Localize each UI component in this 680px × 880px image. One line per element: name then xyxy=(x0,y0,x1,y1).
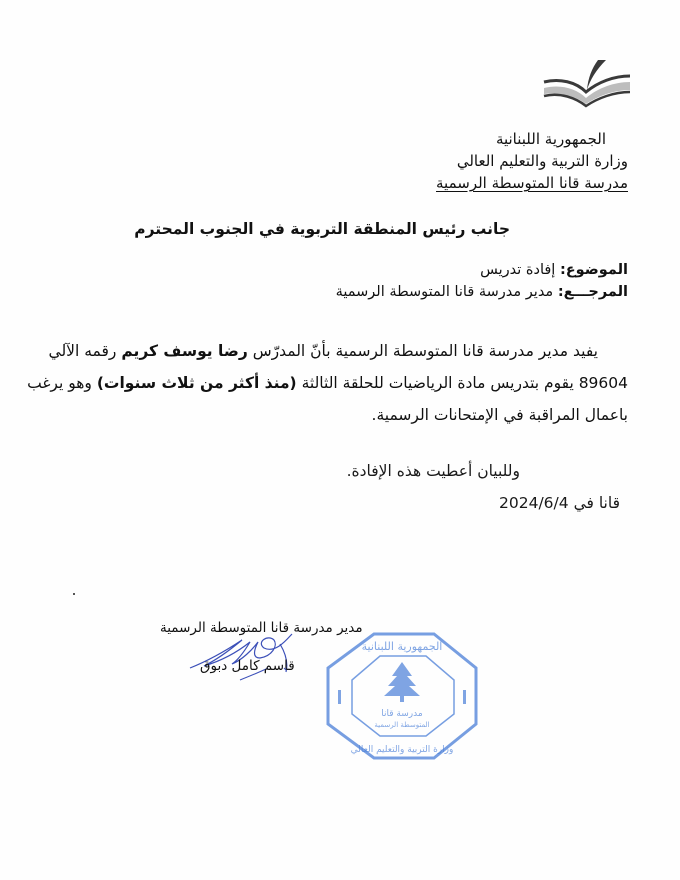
reference-value: مدير مدرسة قانا المتوسطة الرسمية xyxy=(335,284,554,300)
teaching-duration: (منذ أكثر من ثلاث سنوات) xyxy=(96,374,297,392)
body-line-1 xyxy=(48,342,598,360)
letterhead-republic: الجمهورية اللبنانية xyxy=(495,130,606,148)
stamp-inner-line2: المتوسطة الرسمية xyxy=(374,721,430,729)
subject-label: الموضوع: xyxy=(559,262,628,278)
body-text: رقمه الآلي xyxy=(48,342,117,360)
subject-value: إفادة تدريس xyxy=(480,262,556,278)
letterhead-ministry: وزارة التربية والتعليم العالي xyxy=(456,152,628,170)
date-line: قانا في 2024/6/4 xyxy=(499,494,620,512)
body-line-2 xyxy=(27,374,628,392)
body-line-3: باعمال المراقبة في الإمتحانات الرسمية. xyxy=(371,406,628,424)
handwritten-signature-icon xyxy=(180,620,310,690)
reference-label: المرجـــع: xyxy=(557,284,628,300)
body-text: يفيد مدير مدرسة قانا المتوسطة الرسمية بأنّ المدرّس xyxy=(252,342,598,360)
closing-statement: وللبيان أعطيت هذه الإفادة. xyxy=(346,462,520,480)
reference-line xyxy=(336,284,628,300)
scan-speck xyxy=(73,593,75,595)
addressee: جانب رئيس المنطقة التربوية في الجنوب المحترم xyxy=(134,220,510,238)
subject-line xyxy=(480,262,628,278)
signatory-title: مدير مدرسة قانا المتوسطة الرسمية xyxy=(160,620,363,636)
letterhead-school: مدرسة قانا المتوسطة الرسمية xyxy=(436,174,628,192)
body-text: وهو يرغب xyxy=(27,374,92,392)
teacher-name: رضا يوسف كريم xyxy=(121,342,248,360)
body-text: 89604 يقوم بتدريس مادة الرياضيات للحلقة الثالثة xyxy=(301,374,628,392)
stamp-outer-top: الجمهورية اللبنانية xyxy=(361,640,443,653)
stamp-inner-line1: مدرسة قانا xyxy=(381,709,423,719)
stamp-outer-bottom: وزارة التربية والتعليم العالي xyxy=(350,745,454,755)
signatory-name: قاسم كامل دبوق xyxy=(200,658,295,674)
official-octagonal-stamp-icon xyxy=(322,628,482,764)
open-book-with-quill-icon xyxy=(540,52,632,108)
